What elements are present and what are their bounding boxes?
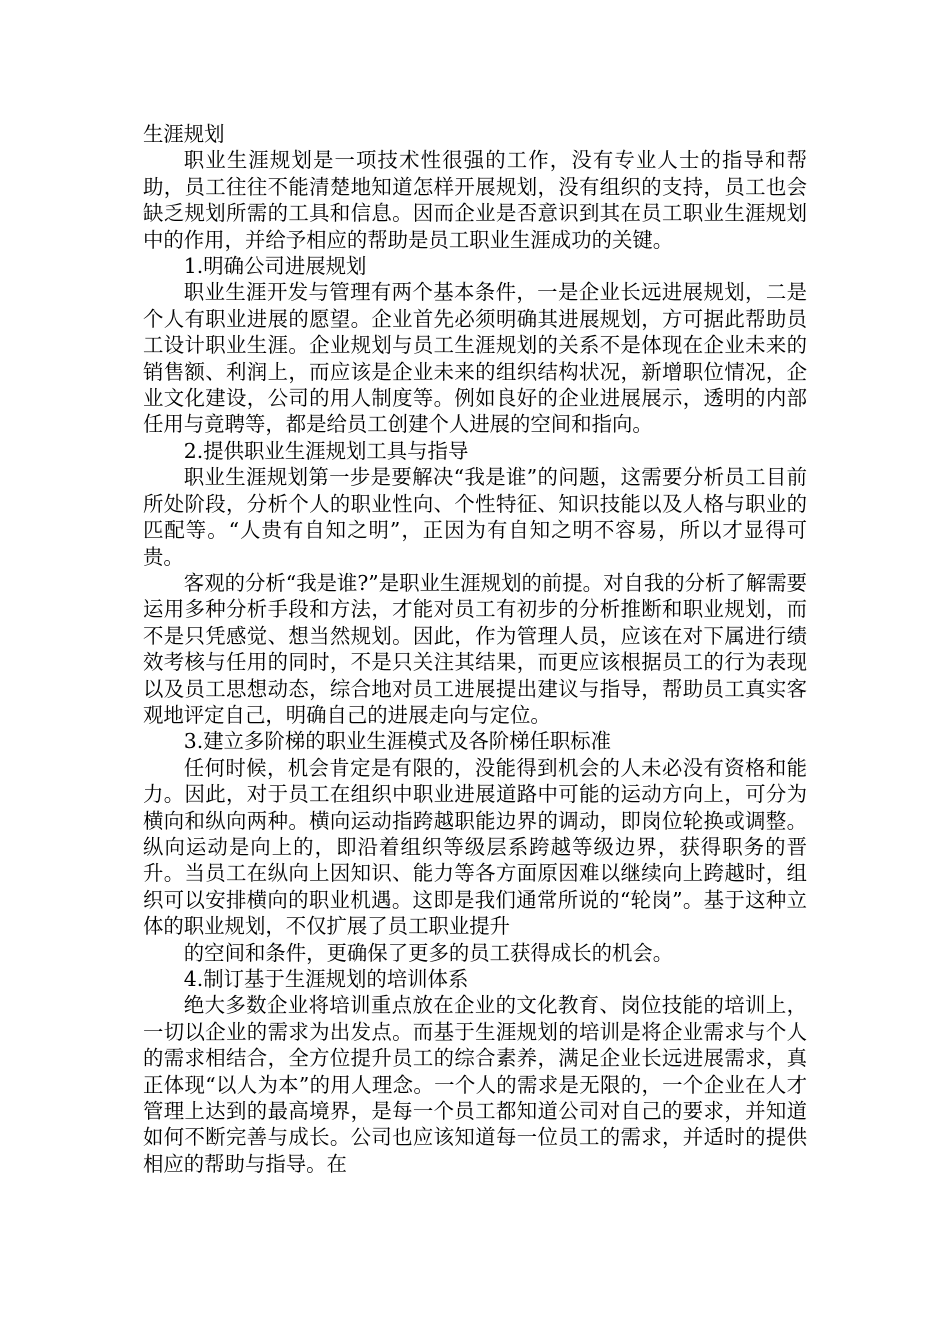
paragraph-1: 职业生涯开发与管理有两个基本条件，一是企业长远进展规划，二是个人有职业进展的愿望。企业首先必须明确其进展规划，方可据此帮助员工设计职业生涯。企业规划与员工生涯规划的关系不是体现在企业未来的销售额、利润上，而应该是企业未来的组织结构状况，新增职位情况，企业文化建设，公司的用人制度等。例如良好的企业进展展示，透明的内部任用与竟聘等，都是给员工创建个人进展的空间和指向。 [143, 280, 807, 437]
paragraph-2a: 职业生涯规划第一步是要解决“我是谁”的问题，这需要分析员工目前所处阶段，分析个人的职业性向、个性特征、知识技能以及人格与职业的匹配等。“人贵有自知之明”，正因为有自知之明不容易，所以才显得可贵。 [143, 465, 807, 569]
document-body [143, 121, 807, 1177]
heading-1: 1.明确公司进展规划 [183, 254, 367, 279]
paragraph-2b: 客观的分析“我是谁?”是职业生涯规划的前提。对自我的分析了解需要运用多种分析手段和方法，才能对员工有初步的分析推断和职业规划，而不是只凭感觉、想当然规划。因此，作为管理人员，应该在对下属进行绩效考核与任用的同时，不是只关注其结果，而更应该根据员工的行为表现以及员工思想动态，综合地对员工进展提出建议与指导，帮助员工真实客观地评定自己，明确自己的进展走向与定位。 [143, 570, 807, 727]
section-title: 生涯规划 [143, 122, 225, 146]
paragraph-3a: 任何时候，机会肯定是有限的，没能得到机会的人未必没有资格和能力。因此，对于员工在组织中职业进展道路中可能的运动方向上，可分为横向和纵向两种。横向运动指跨越职能边界的调动，即岗位轮换或调整。纵向运动是向上的，即沿着组织等级层系跨越等级边界，获得职务的晋升。当员工在纵向上因知识、能力等各方面原因难以继续向上跨越时，组织可以安排横向的职业机遇。这即是我们通常所说的“轮岗”。基于这种立体的职业规划，不仅扩展了员工职业提升 [143, 755, 807, 939]
paragraph-intro: 职业生涯规划是一项技术性很强的工作，没有专业人士的指导和帮助，员工往往不能清楚地知道怎样开展规划，没有组织的支持，员工也会缺乏规划所需的工具和信息。因而企业是否意识到其在员工职业生涯规划中的作用，并给予相应的帮助是员工职业生涯成功的关键。 [143, 148, 807, 252]
paragraph-3b: 的空间和条件，更确保了更多的员工获得成长的机会。 [183, 940, 674, 965]
heading-4: 4.制订基于生涯规划的培训体系 [183, 967, 469, 991]
heading-3: 3.建立多阶梯的职业生涯模式及各阶梯任职标准 [183, 729, 612, 754]
heading-2: 2.提供职业生涯规划工具与指导 [183, 438, 469, 463]
paragraph-4: 绝大多数企业将培训重点放在企业的文化教育、岗位技能的培训上，一切以企业的需求为出发点。而基于生涯规划的培训是将企业需求与个人的需求相结合，全方位提升员工的综合素养，满足企业长远进展需求，真正体现“以人为本”的用人理念。一个人的需求是无限的，一个企业在人才管理上达到的最高境界，是每一个员工都知道公司对自己的要求，并知道如何不断完善与成长。公司也应该知道每一位员工的需求，并适时的提供相应的帮助与指导。在 [143, 993, 807, 1176]
